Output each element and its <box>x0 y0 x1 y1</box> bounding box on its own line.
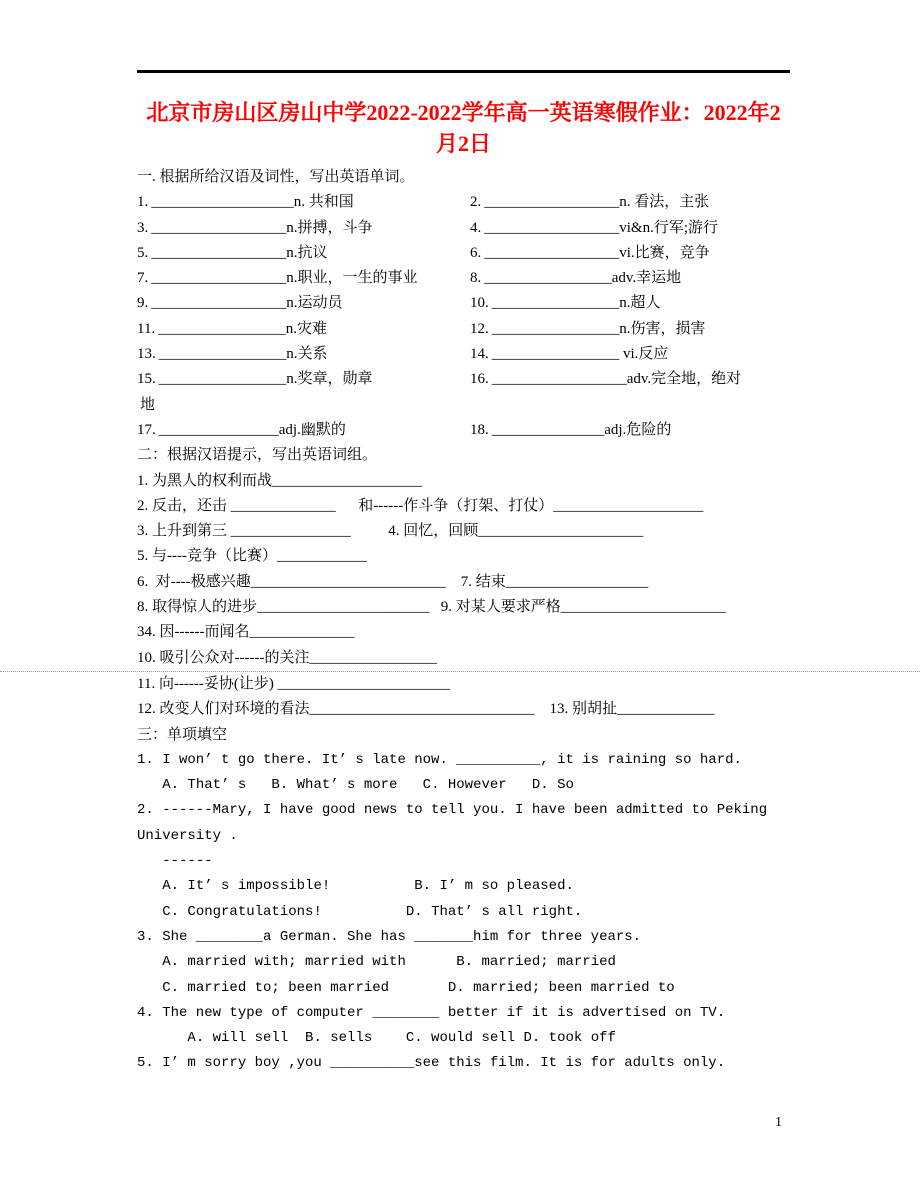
answer-blank: _________________ <box>491 295 620 312</box>
word-item-right <box>470 367 790 392</box>
answer-blank: __________________ <box>484 194 620 211</box>
item-hint: n.灾难 <box>285 320 327 337</box>
item-hint: adv.幸运地 <box>611 270 682 287</box>
mcq-line: A. It’ s impossible! B. I’ m so pleased. <box>137 878 574 895</box>
answer-blank: __________________ <box>484 219 620 236</box>
section-multiple-choice <box>137 723 790 1077</box>
answer-blank: __________________ <box>151 244 287 261</box>
word-item-left <box>137 418 470 443</box>
item-hint: adj.幽默的 <box>278 421 346 438</box>
mcq-line: A. will sell B. sells C. would sell D. took off <box>137 1030 616 1047</box>
item-hint: n. 看法，主张 <box>619 194 710 211</box>
phrase-line: 5. 与----竞争（比赛）____________ <box>137 548 367 565</box>
item-number: 16. <box>470 371 489 388</box>
answer-blank: _______________ <box>491 421 605 438</box>
item-hint: n.伤害，损害 <box>619 320 706 337</box>
mcq-line: 3. She ________a German. She has _______him for three years. <box>137 928 642 945</box>
answer-blank: _________________ <box>158 346 287 363</box>
word-item-row <box>137 393 790 418</box>
mcq-list <box>137 748 790 1077</box>
word-item-row <box>137 317 790 342</box>
mcq-line: C. Congratulations! D. That’ s all right. <box>137 903 583 920</box>
item-hint: n. 共和国 <box>293 194 354 211</box>
word-item-left <box>137 291 470 316</box>
item-hint: n.关系 <box>286 346 328 363</box>
word-item-right <box>470 216 790 241</box>
item-number: 6. <box>470 244 482 261</box>
item-hint: vi&n.行军;游行 <box>619 219 719 236</box>
phrase-line: 6. 对----极感兴趣__________________________ 7. 结束___________________ <box>137 573 649 590</box>
word-item-right <box>470 342 790 367</box>
answer-blank: _________________ <box>491 320 620 337</box>
section2-heading: 二：根据汉语提示，写出英语词组。 <box>137 447 378 464</box>
word-item-left <box>137 342 470 367</box>
section1-heading: 一. 根据所给汉语及词性，写出英语单词。 <box>137 169 415 185</box>
word-item-row <box>137 342 790 367</box>
page-number: 1 <box>775 1115 782 1130</box>
section3-heading: 三：单项填空 <box>137 726 228 743</box>
answer-blank: __________________ <box>491 371 627 388</box>
item-number: 4. <box>470 219 482 236</box>
vocabulary-word-list <box>137 190 790 443</box>
answer-blank: ________________ <box>158 421 279 438</box>
item-hint: n.超人 <box>619 295 661 312</box>
phrase-line: 11. 向------妥协(让步) _______________________ <box>137 675 451 692</box>
answer-blank: _________________ <box>158 371 287 388</box>
mcq-line: A. married with; married with B. married; married <box>137 954 616 971</box>
answer-blank: __________________ <box>151 295 287 312</box>
item-hint: n.拼搏，斗争 <box>286 219 373 236</box>
item-number: 3. <box>137 219 149 236</box>
item-number: 15. <box>137 371 156 388</box>
phrase-list-bottom <box>137 672 790 723</box>
section-vocabulary <box>137 165 790 443</box>
answer-blank: __________________ <box>484 244 620 261</box>
mcq-line: 1. I won’ t go there. It’ s late now. __________, it is raining so hard. <box>137 751 742 768</box>
word-item-right <box>470 291 790 316</box>
phrase-list-top <box>137 469 790 671</box>
word-item-right <box>470 241 790 266</box>
mcq-line: ------ <box>137 853 213 870</box>
word-item-left <box>137 216 470 241</box>
document-title: 北京市房山区房山中学2022-2022学年高一英语寒假作业：2022年2月2日 <box>146 100 781 156</box>
section-phrases <box>137 443 790 722</box>
answer-blank: _________________ <box>491 346 620 363</box>
word-item-left <box>137 393 470 418</box>
item-hint: adv.完全地，绝对 <box>626 371 742 388</box>
item-hint: n.抗议 <box>286 244 328 261</box>
item-hint: vi.反应 <box>619 346 669 363</box>
item-number: 12. <box>470 320 489 337</box>
item-number: 8. <box>470 270 482 287</box>
item-number: 13. <box>137 346 156 363</box>
item-number: 2. <box>470 194 482 211</box>
item-number: 11. <box>137 320 156 337</box>
word-item-left <box>137 367 470 392</box>
mcq-line: University . <box>137 827 238 844</box>
answer-blank: ___________________ <box>151 194 294 211</box>
item-hint: vi.比赛，竞争 <box>619 244 710 261</box>
answer-blank: __________________ <box>151 270 287 287</box>
word-item-right <box>470 317 790 342</box>
item-number: 7. <box>137 270 149 287</box>
mcq-line: C. married to; been married D. married; been married to <box>137 979 675 996</box>
answer-blank: _________________ <box>484 270 612 287</box>
item-number: 18. <box>470 421 489 438</box>
word-item-row <box>137 216 790 241</box>
phrase-line: 1. 为黑人的权利而战____________________ <box>137 472 423 489</box>
item-hint: n.运动员 <box>286 295 343 312</box>
word-item-row <box>137 190 790 215</box>
phrase-line: 34. 因------而闻名______________ <box>137 624 355 641</box>
phrase-line: 8. 取得惊人的进步_______________________ 9. 对某人要求严格______________________ <box>137 599 726 616</box>
word-item-row <box>137 241 790 266</box>
item-number: 17. <box>137 421 156 438</box>
phrase-line: 2. 反击，还击 ______________ 和------作斗争（打架、打仗）____________________ <box>137 497 704 514</box>
mcq-line: A. That’ s B. What’ s more C. However D. So <box>137 777 574 794</box>
phrase-line: 3. 上升到第三 ________________ 4. 回忆，回顾______________________ <box>137 523 644 540</box>
phrase-line: 10. 吸引公众对------的关注_________________ <box>137 649 437 666</box>
item-hint: 地 <box>140 396 156 413</box>
mcq-line: 2. ------Mary, I have good news to tell you. I have been admitted to Peking <box>137 802 768 819</box>
word-item-right <box>470 393 790 418</box>
item-number: 14. <box>470 346 489 363</box>
item-number: 1. <box>137 194 149 211</box>
answer-blank: _________________ <box>158 320 286 337</box>
item-number: 9. <box>137 295 149 312</box>
answer-blank: __________________ <box>151 219 287 236</box>
word-item-left <box>137 317 470 342</box>
word-item-row <box>137 418 790 443</box>
item-number: 5. <box>137 244 149 261</box>
mcq-line: 4. The new type of computer ________ better if it is advertised on TV. <box>137 1004 726 1021</box>
word-item-left <box>137 190 470 215</box>
word-item-left <box>137 266 470 291</box>
word-item-right <box>470 418 790 443</box>
word-item-right <box>470 190 790 215</box>
word-item-row <box>137 291 790 316</box>
word-item-right <box>470 266 790 291</box>
item-hint: n.职业，一生的事业 <box>286 270 418 287</box>
word-item-row <box>137 367 790 392</box>
word-item-left <box>137 241 470 266</box>
mcq-line: 5. I’ m sorry boy ,you __________see this film. It is for adults only. <box>137 1055 726 1072</box>
phrase-line: 12. 改变人们对环境的看法______________________________ 13. 别胡扯_____________ <box>137 701 715 718</box>
item-number: 10. <box>470 295 489 312</box>
item-hint: n.奖章，勋章 <box>286 371 373 388</box>
header-rule <box>137 70 790 73</box>
item-hint: adj.危险的 <box>604 421 672 438</box>
word-item-row <box>137 266 790 291</box>
